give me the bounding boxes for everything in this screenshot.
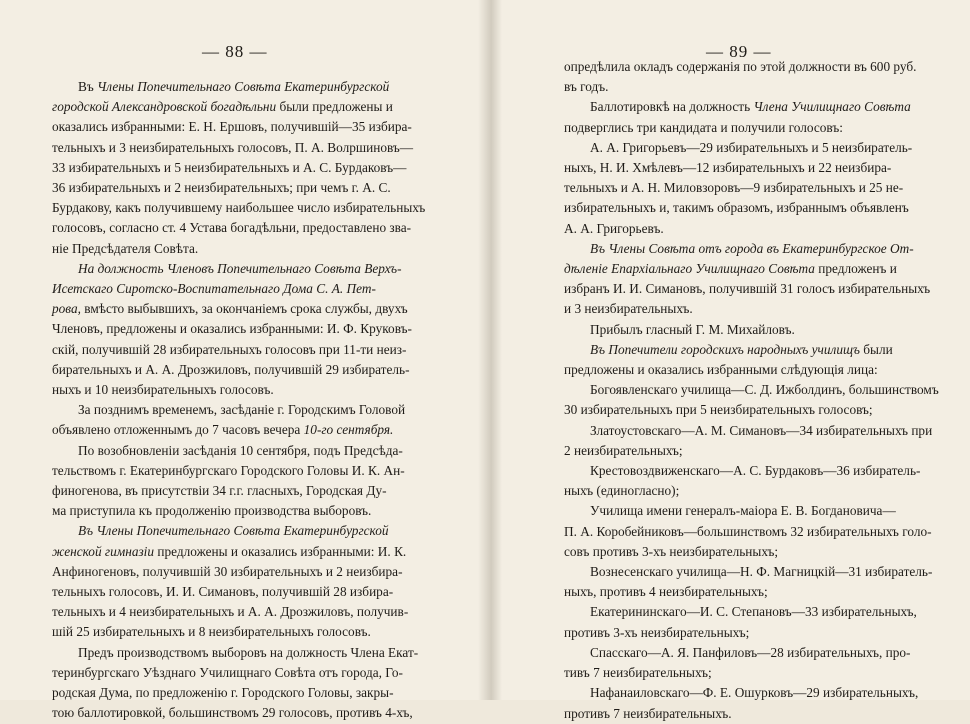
text-segment: Вознесенскаго училища—Н. Ф. Магницкій—31 избиратель- bbox=[590, 564, 933, 580]
page-text bbox=[52, 77, 432, 724]
italic-segment: Члены Попечительнаго Совѣта Екатеринбургской bbox=[97, 79, 390, 94]
text-line bbox=[52, 622, 432, 642]
text-segment: родская Дума, по предложенію г. Городского Головы, закры- bbox=[52, 685, 394, 701]
text-line bbox=[52, 683, 432, 703]
text-segment: были bbox=[859, 341, 893, 357]
text-segment: бирательныхъ и А. А. Дрозжиловъ, получившій 29 избиратель- bbox=[52, 361, 410, 377]
text-segment: Баллотировкѣ на должность bbox=[590, 99, 754, 115]
text-segment: 2 неизбирательныхъ; bbox=[564, 442, 683, 458]
text-line bbox=[564, 704, 930, 724]
text-line bbox=[52, 198, 432, 218]
text-line bbox=[564, 138, 930, 158]
text-line bbox=[564, 299, 930, 319]
text-line bbox=[564, 77, 930, 97]
text-segment: ныхъ и 10 неизбирательныхъ голосовъ. bbox=[52, 382, 274, 398]
text-segment: предложенъ и bbox=[814, 261, 897, 277]
text-line bbox=[52, 582, 432, 602]
text-segment: скій, получившій 28 избирательныхъ голосовъ при 11-ти неиз- bbox=[52, 341, 407, 357]
text-segment: были предложены и bbox=[276, 99, 393, 115]
text-segment: Анфиногеновъ, получившій 30 избирательныхъ и 2 неизбира- bbox=[52, 563, 403, 579]
text-segment: Предъ производствомъ выборовъ на должность Члена Екат- bbox=[78, 644, 419, 660]
text-line bbox=[52, 420, 432, 440]
text-line bbox=[564, 380, 939, 400]
page-text bbox=[564, 57, 939, 724]
text-line bbox=[52, 521, 432, 541]
text-line bbox=[564, 219, 930, 239]
text-segment: подверглись три кандидата и получили голосовъ: bbox=[564, 119, 843, 135]
text-line bbox=[564, 501, 930, 521]
book-gutter bbox=[478, 0, 502, 700]
text-segment: тельствомъ г. Екатеринбургскаго Городского Головы И. К. Ан- bbox=[52, 462, 405, 478]
text-segment: вмѣсто выбывшихъ, за окончаніемъ срока службы, двухъ bbox=[80, 301, 408, 317]
page-number: — 89 — bbox=[706, 42, 772, 61]
text-segment: За позднимъ временемъ, засѣданіе г. Городскимъ Головой bbox=[78, 402, 406, 418]
text-segment: финогенова, въ присутствіи 34 г.г. гласныхъ, Городская Ду- bbox=[52, 483, 387, 499]
text-line bbox=[52, 279, 432, 299]
text-segment: 36 избирательныхъ и 2 неизбирательныхъ; при чемъ г. А. С. bbox=[52, 180, 391, 196]
text-line bbox=[564, 259, 930, 279]
text-segment: По возобновленіи засѣданія 10 сентября, подъ Предсѣда- bbox=[78, 442, 403, 458]
text-line bbox=[564, 57, 930, 77]
italic-segment: Въ Члены Совѣта отъ города въ Екатеринбургское От- bbox=[590, 240, 914, 256]
italic-segment: Члена Училищнаго Совѣта bbox=[753, 99, 911, 115]
text-line bbox=[52, 441, 432, 461]
text-line bbox=[564, 320, 930, 340]
text-segment: Крестовоздвиженскаго—А. С. Бурдаковъ—36 избиратель- bbox=[590, 463, 921, 479]
text-line bbox=[564, 623, 930, 643]
text-segment: совъ противъ 3-хъ неизбирательныхъ; bbox=[564, 543, 779, 559]
italic-segment: городской Александровской богадѣльни bbox=[52, 99, 277, 115]
text-line bbox=[564, 198, 930, 218]
text-segment: теринбургскаго Уѣзднаго Училищнаго Совѣта отъ города, Го- bbox=[52, 664, 403, 680]
text-line bbox=[564, 118, 930, 138]
text-line bbox=[564, 542, 930, 562]
text-segment: тою баллотировкой, большинствомъ 29 голосовъ, противъ 4-хъ, bbox=[52, 705, 413, 721]
text-line bbox=[52, 97, 432, 117]
text-line bbox=[52, 77, 432, 97]
text-segment: А. А. Григорьевъ—29 избирательныхъ и 5 неизбиратель- bbox=[590, 139, 913, 155]
page-number: — 88 — bbox=[202, 42, 268, 61]
text-line bbox=[564, 421, 933, 441]
text-line bbox=[52, 400, 432, 420]
text-line bbox=[564, 360, 930, 380]
text-line bbox=[52, 319, 432, 339]
text-line bbox=[52, 501, 432, 521]
text-line bbox=[52, 340, 432, 360]
text-line bbox=[564, 400, 930, 420]
italic-segment: Въ Попечители городскихъ народныхъ училищъ bbox=[590, 341, 860, 357]
text-line bbox=[564, 178, 930, 198]
text-segment: ныхъ (единогласно); bbox=[564, 483, 680, 499]
text-segment: Екатерининскаго—И. С. Степановъ—33 избирательныхъ, bbox=[590, 604, 917, 620]
text-line bbox=[52, 218, 432, 238]
text-line bbox=[52, 360, 432, 380]
text-segment: избирательныхъ и, такимъ образомъ, избраннымъ объявленъ bbox=[564, 200, 909, 216]
text-line bbox=[52, 117, 432, 137]
italic-segment: дѣленіе Епархіальнаго Училищнаго Совѣта bbox=[564, 261, 815, 277]
text-line bbox=[564, 582, 930, 602]
text-line bbox=[564, 340, 930, 360]
text-line bbox=[52, 643, 432, 663]
text-line bbox=[564, 643, 930, 663]
text-segment: шій 25 избирательныхъ и 8 неизбирательныхъ голосовъ. bbox=[52, 624, 371, 640]
text-segment: Прибылъ гласный Г. М. Михайловъ. bbox=[590, 321, 795, 337]
text-line bbox=[564, 481, 930, 501]
text-segment: 33 избирательныхъ и 5 неизбирательныхъ и А. С. Бурдаковъ— bbox=[52, 159, 407, 175]
text-segment: тельныхъ и А. Н. Миловзоровъ—9 избирательныхъ и 25 не- bbox=[564, 180, 904, 196]
text-segment: А. А. Григорьевъ. bbox=[564, 220, 664, 236]
text-segment: тельныхъ голосовъ, И. И. Симановъ, получившій 28 избира- bbox=[52, 584, 394, 600]
text-segment: противъ 7 неизбирательныхъ. bbox=[564, 705, 732, 721]
text-segment: въ годъ. bbox=[564, 79, 609, 95]
text-segment: ныхъ, Н. И. Хмѣлевъ—12 избирательныхъ и 22 неизбира- bbox=[564, 160, 892, 176]
text-segment: Въ bbox=[78, 79, 98, 94]
text-line bbox=[564, 683, 930, 703]
text-segment: Нафанаиловскаго—Ф. Е. Ошурковъ—29 избирательныхъ, bbox=[590, 685, 919, 701]
text-line bbox=[52, 138, 432, 158]
text-line bbox=[52, 703, 432, 723]
text-segment: тельныхъ и 4 неизбирательныхъ и А. А. Дрозжиловъ, получив- bbox=[52, 604, 409, 620]
italic-segment: Исетскаго Сиротско-Воспитательнаго Дома С. А. Пет- bbox=[52, 281, 376, 297]
text-segment: оказались избранными: Е. Н. Ершовъ, получившій—35 избира- bbox=[52, 119, 412, 135]
text-line bbox=[564, 602, 930, 622]
italic-segment: Въ Члены Попечительнаго Совѣта Екатеринбургской bbox=[78, 523, 389, 539]
italic-segment: На должность Членовъ Попечительнаго Совѣта Верхъ- bbox=[78, 260, 402, 276]
text-segment: объявлено отложеннымъ до 7 часовъ вечера bbox=[52, 422, 304, 438]
text-line bbox=[564, 97, 930, 117]
text-line bbox=[564, 441, 930, 461]
text-line bbox=[52, 663, 432, 683]
text-segment: Богоявленскаго училища—С. Д. Ижболдинъ, большинствомъ bbox=[590, 382, 939, 398]
text-segment: П. А. Коробейниковъ—большинствомъ 32 избирательныхъ голо- bbox=[564, 523, 932, 539]
text-line bbox=[52, 158, 432, 178]
text-segment: голосовъ, согласно ст. 4 Устава богадѣльни, предоставлено зва- bbox=[52, 220, 412, 236]
text-segment: предложены и оказались избранными слѣдующія лица: bbox=[564, 362, 878, 378]
italic-segment: рова, bbox=[52, 301, 81, 317]
text-segment: ма приступила къ продолженію производства выборовъ. bbox=[52, 503, 372, 519]
text-segment: Членовъ, предложены и оказались избранными: И. Ф. Круковъ- bbox=[52, 321, 412, 337]
text-line bbox=[564, 562, 933, 582]
italic-segment: женской гимназіи bbox=[52, 543, 155, 559]
text-segment: и 3 неизбирательныхъ. bbox=[564, 301, 693, 317]
text-line bbox=[52, 380, 432, 400]
text-line bbox=[564, 158, 930, 178]
right-page bbox=[488, 0, 970, 721]
text-segment: предложены и оказались избранными: И. К. bbox=[154, 543, 407, 559]
text-segment: Училища имени генералъ-маіора Е. В. Богдановича— bbox=[590, 503, 896, 519]
text-segment: опредѣлила окладъ содержанія по этой должности въ 600 руб. bbox=[564, 59, 917, 74]
text-line bbox=[52, 562, 432, 582]
text-segment: ныхъ, противъ 4 неизбирательныхъ; bbox=[564, 584, 768, 600]
text-line bbox=[52, 239, 432, 259]
text-segment: Златоустовскаго—А. М. Симановъ—34 избирательныхъ при bbox=[590, 422, 933, 438]
text-line bbox=[564, 239, 930, 259]
text-line bbox=[564, 522, 930, 542]
text-line bbox=[52, 178, 432, 198]
text-segment: ніе Предсѣдателя Совѣта. bbox=[52, 240, 199, 256]
text-line bbox=[52, 542, 432, 562]
italic-segment: 10-го сентября. bbox=[303, 422, 394, 438]
text-segment: тивъ 7 неизбирательныхъ; bbox=[564, 665, 712, 681]
text-line bbox=[52, 299, 432, 319]
text-segment: тельныхъ и 3 неизбирательныхъ голосовъ, П. А. Волршиновъ— bbox=[52, 139, 414, 155]
text-line bbox=[564, 663, 930, 683]
text-line bbox=[564, 279, 930, 299]
text-line bbox=[52, 602, 432, 622]
text-segment: 30 избирательныхъ при 5 неизбирательныхъ голосовъ; bbox=[564, 402, 873, 418]
text-line bbox=[52, 259, 432, 279]
text-line bbox=[564, 461, 930, 481]
text-segment: противъ 3-хъ неизбирательныхъ; bbox=[564, 624, 750, 640]
text-segment: избранъ И. И. Симановъ, получившій 31 голосъ избирательныхъ bbox=[564, 281, 931, 297]
text-line bbox=[52, 461, 432, 481]
text-line bbox=[52, 481, 432, 501]
text-segment: Спасскаго—А. Я. Панфиловъ—28 избирательныхъ, про- bbox=[590, 644, 911, 660]
text-segment: Бурдакову, какъ получившему наибольшее число избирательныхъ bbox=[52, 200, 426, 216]
